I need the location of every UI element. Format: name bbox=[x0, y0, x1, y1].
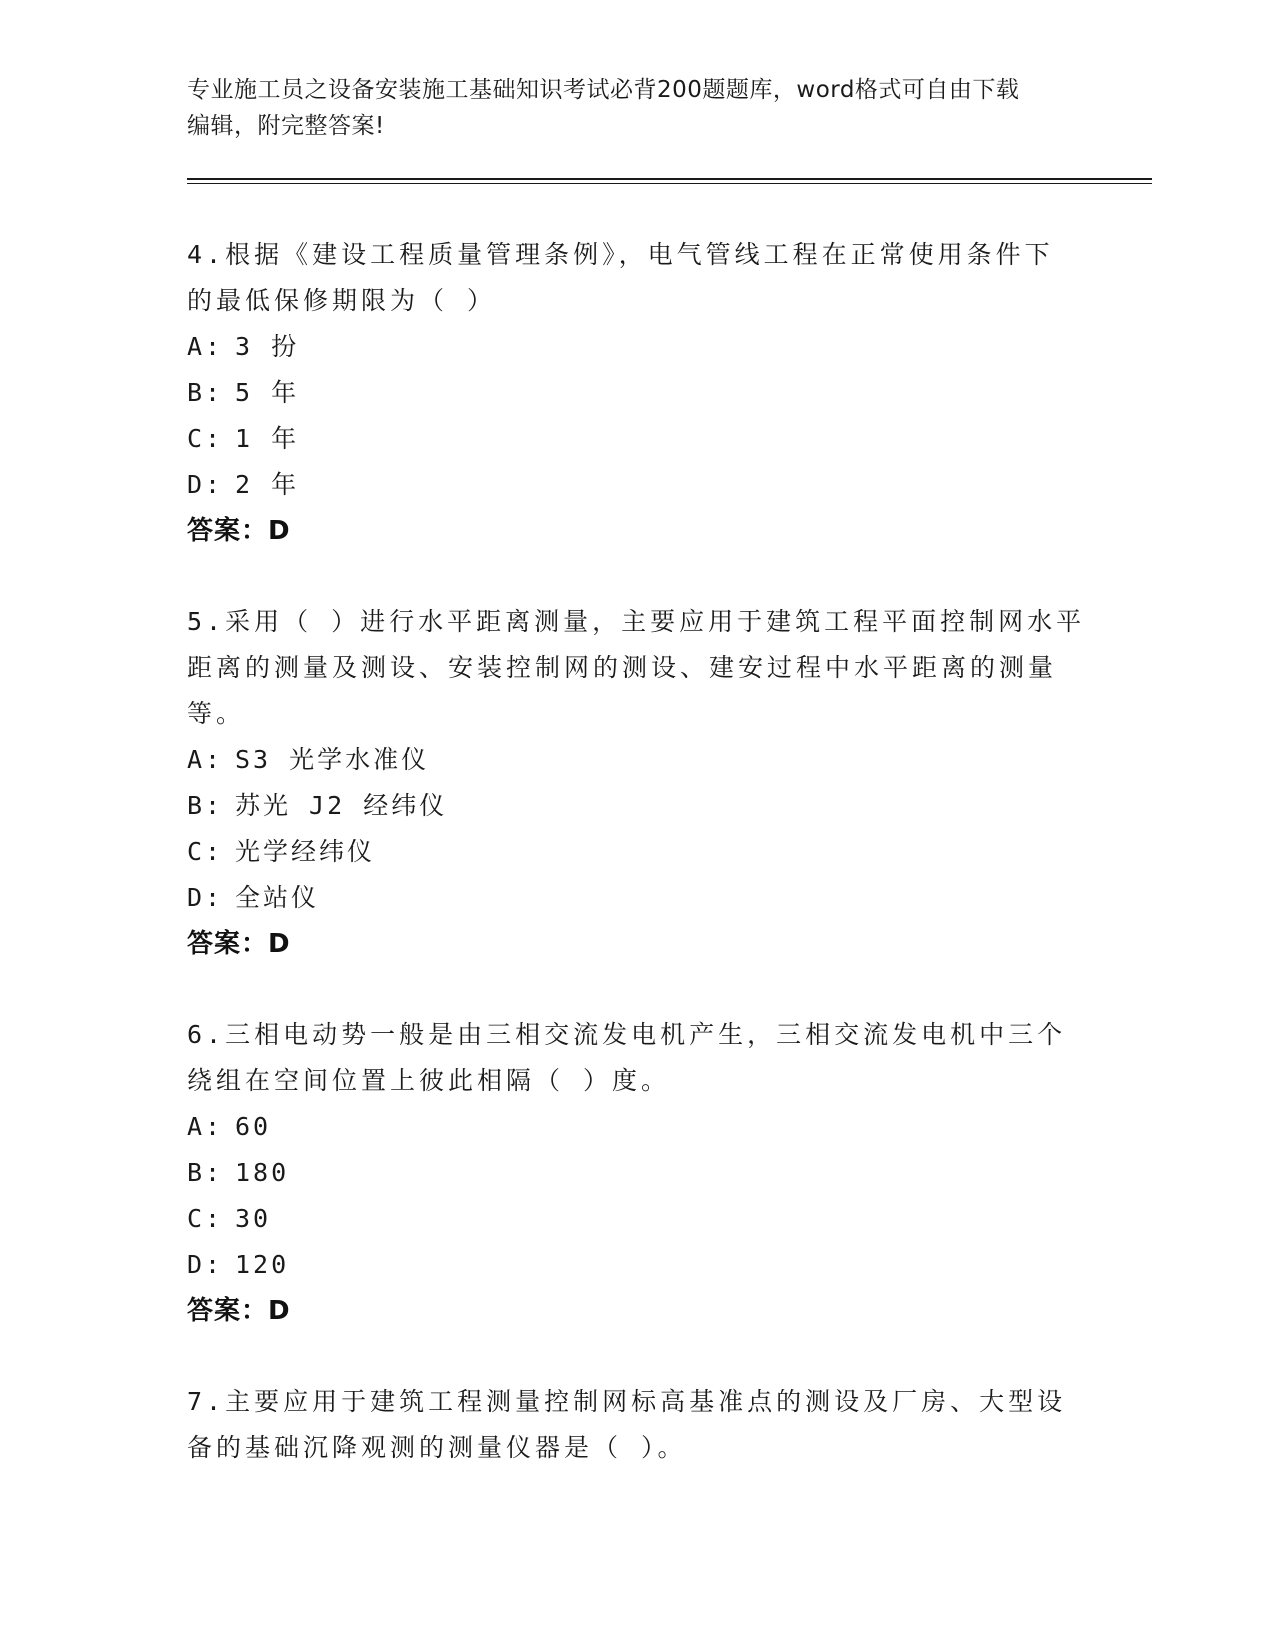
option-label: C: bbox=[187, 837, 224, 866]
question-stem-line: 4.根据《建设工程质量管理条例》，电气管线工程在正常使用条件下 bbox=[187, 240, 1054, 269]
option-text: 3 扮 bbox=[235, 332, 300, 361]
option-label: A: bbox=[187, 745, 224, 774]
option-label: C: bbox=[187, 424, 224, 453]
option-a bbox=[187, 1104, 1087, 1150]
question-stem-line: 距离的测量及测设、安装控制网的测设、建安过程中水平距离的测量 bbox=[187, 653, 1058, 682]
option-label: D: bbox=[187, 883, 224, 912]
option-text: 2 年 bbox=[235, 470, 300, 499]
option-b bbox=[187, 783, 1087, 829]
question-6 bbox=[187, 1012, 1087, 1334]
header-rule-thin bbox=[187, 183, 1152, 184]
header-rule-thick bbox=[187, 178, 1152, 180]
option-d bbox=[187, 1242, 1087, 1288]
answer-line: 答案：D bbox=[187, 516, 291, 546]
question-stem-line: 7.主要应用于建筑工程测量控制网标高基准点的测设及厂房、大型设 bbox=[187, 1387, 1067, 1416]
question-5 bbox=[187, 599, 1087, 967]
option-label: C: bbox=[187, 1204, 224, 1233]
option-label: B: bbox=[187, 1158, 224, 1187]
question-stem-line: 绕组在空间位置上彼此相隔（ ）度。 bbox=[187, 1066, 671, 1095]
answer-line: 答案：D bbox=[187, 1296, 291, 1326]
option-text: 苏光 J2 经纬仪 bbox=[235, 791, 448, 820]
option-text: 1 年 bbox=[235, 424, 300, 453]
question-4 bbox=[187, 232, 1087, 554]
option-b bbox=[187, 1150, 1087, 1196]
option-text: S3 光学水准仪 bbox=[235, 745, 430, 774]
option-label: B: bbox=[187, 378, 224, 407]
option-a bbox=[187, 324, 1087, 370]
option-text: 30 bbox=[235, 1204, 272, 1233]
header-line-2: 编辑，附完整答案! bbox=[187, 113, 385, 139]
option-text: 5 年 bbox=[235, 378, 300, 407]
option-a bbox=[187, 737, 1087, 783]
option-text: 60 bbox=[235, 1112, 272, 1141]
option-text: 180 bbox=[235, 1158, 290, 1187]
option-label: D: bbox=[187, 470, 224, 499]
question-stem-line: 等。 bbox=[187, 699, 246, 728]
question-7 bbox=[187, 1379, 1087, 1471]
answer-line: 答案：D bbox=[187, 929, 291, 959]
option-text: 全站仪 bbox=[235, 883, 320, 912]
option-label: B: bbox=[187, 791, 224, 820]
question-list bbox=[187, 232, 1087, 1516]
option-c bbox=[187, 416, 1087, 462]
document-header bbox=[187, 72, 1067, 144]
option-label: A: bbox=[187, 1112, 224, 1141]
option-b bbox=[187, 370, 1087, 416]
option-c bbox=[187, 1196, 1087, 1242]
option-label: A: bbox=[187, 332, 224, 361]
option-text: 120 bbox=[235, 1250, 290, 1279]
option-d bbox=[187, 462, 1087, 508]
question-stem-line: 5.采用（ ）进行水平距离测量，主要应用于建筑工程平面控制网水平 bbox=[187, 607, 1086, 636]
option-label: D: bbox=[187, 1250, 224, 1279]
option-d bbox=[187, 875, 1087, 921]
header-line-1: 专业施工员之设备安装施工基础知识考试必背200题题库，word格式可自由下载 bbox=[187, 77, 1020, 103]
option-text: 光学经纬仪 bbox=[235, 837, 376, 866]
option-c bbox=[187, 829, 1087, 875]
question-stem-line: 6.三相电动势一般是由三相交流发电机产生，三相交流发电机中三个 bbox=[187, 1020, 1067, 1049]
question-stem-line: 的最低保修期限为（ ） bbox=[187, 286, 497, 315]
question-stem-line: 备的基础沉降观测的测量仪器是（ ）。 bbox=[187, 1433, 687, 1462]
